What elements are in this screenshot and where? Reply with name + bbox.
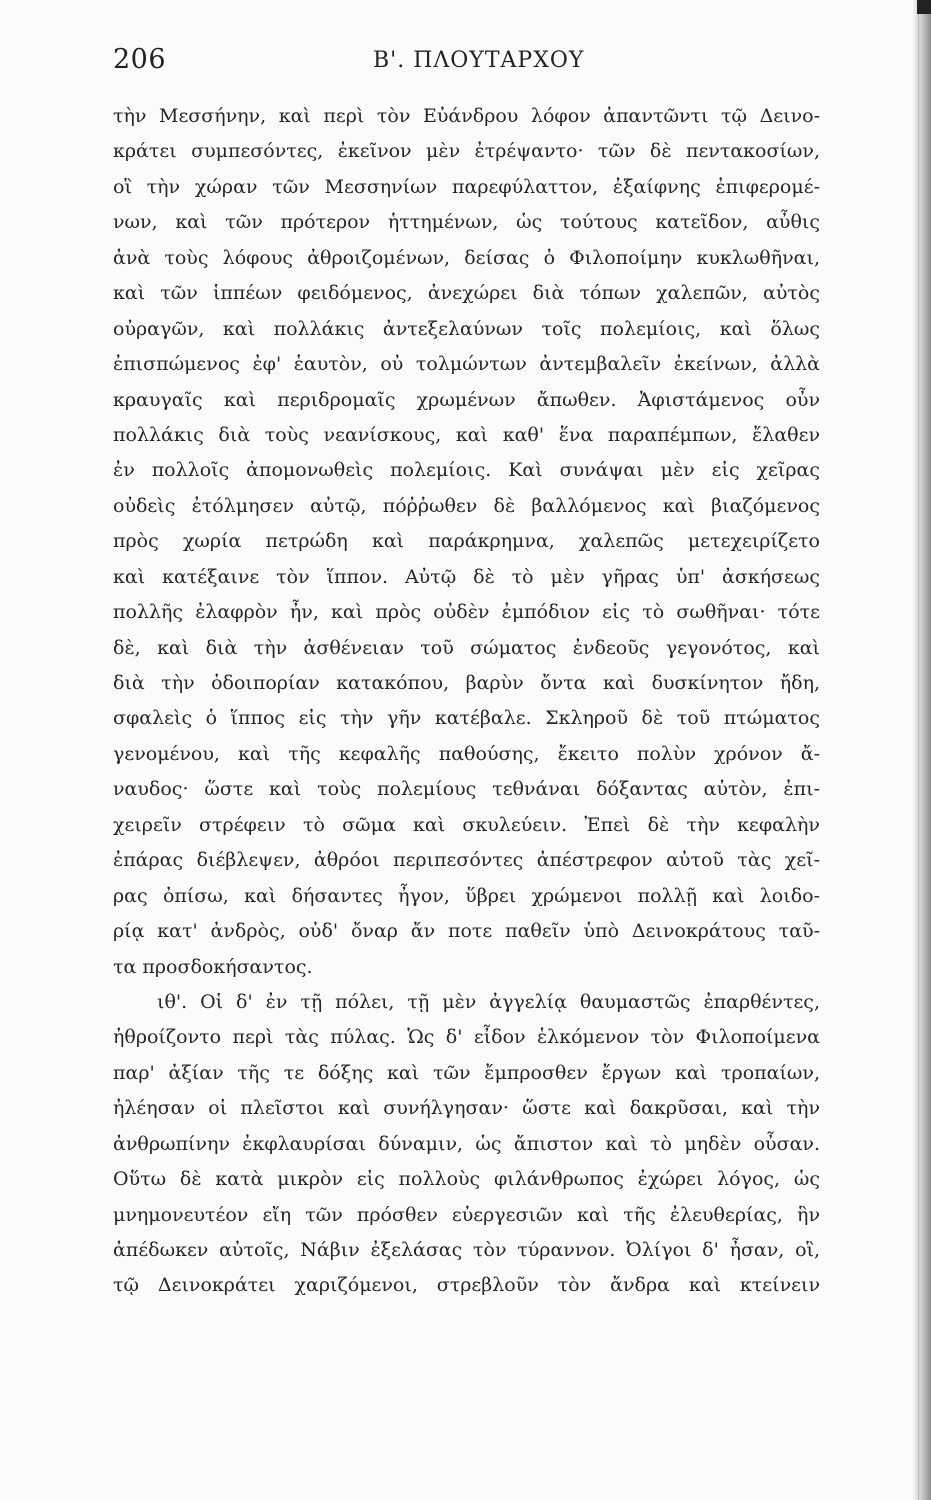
text-line: τῷ Δεινοκράτει χαριζόμενοι, στρεβλοῦν τὸν ἄνδρα καὶ κτείνειν: [113, 1274, 820, 1297]
page-edge-line: [918, 0, 919, 1500]
text-line: πρὸς χωρία πετρώδη καὶ παράκρημνα, χαλεπῶς μετεχειρίζετο: [113, 530, 820, 553]
text-line: ἠλέησαν οἱ πλεῖστοι καὶ συνήλγησαν· ὥστε καὶ δακρῦσαι, καὶ τὴν: [113, 1097, 820, 1120]
text-line: παρ' ἀξίαν τῆς τε δόξης καὶ τῶν ἔμπροσθεν ἔργων καὶ τροπαίων,: [113, 1061, 820, 1084]
body-text: [113, 99, 820, 1304]
text-line: ρίᾳ κατ' ἀνδρὸς, οὐδ' ὄναρ ἄν ποτε παθεῖν ὑπὸ Δεινοκράτους ταῦ-: [113, 920, 820, 943]
text-line: ρας ὀπίσω, καὶ δήσαντες ἦγον, ὕβρει χρώμενοι πολλῇ καὶ λοιδο-: [113, 884, 820, 907]
text-line: ναυδος· ὥστε καὶ τοὺς πολεμίους τεθνάναι δόξαντας αὐτὸν, ἐπι-: [113, 778, 820, 801]
text-line: καὶ κατέξαινε τὸν ἵππον. Αὐτῷ δὲ τὸ μὲν γῆρας ὑπ' ἀσκήσεως: [113, 565, 820, 588]
scan-corner-mark: [917, 0, 931, 14]
text-line: ἐπισπώμενος ἐφ' ἑαυτὸν, οὐ τολμώντων ἀντεμβαλεῖν ἐκείνων, ἀλλὰ: [113, 353, 820, 376]
running-head: Β'. ΠΛΟΥΤΑΡΧΟΥ: [373, 48, 585, 73]
text-line: ἀνθρωπίνην ἐκφλαυρίσαι δύναμιν, ὡς ἄπιστον καὶ τὸ μηδὲν οὖσαν.: [113, 1132, 820, 1155]
text-line: χειρεῖν στρέφειν τὸ σῶμα καὶ σκυλεύειν. Ἐπεὶ δὲ τὴν κεφαλὴν: [113, 813, 820, 836]
text-line: οἳ τὴν χώραν τῶν Μεσσηνίων παρεφύλαττον, ἐξαίφνης ἐπιφερομέ-: [113, 175, 820, 198]
text-line: μνημονευτέον εἴη τῶν πρόσθεν εὐεργεσιῶν καὶ τῆς ἐλευθερίας, ἣν: [113, 1203, 820, 1226]
text-line: κραυγαῖς καὶ περιδρομαῖς χρωμένων ἄπωθεν. Ἀφιστάμενος οὖν: [113, 388, 820, 411]
text-line: ἐν πολλοῖς ἀπομονωθεὶς πολεμίοις. Καὶ συνάψαι μὲν εἰς χεῖρας: [113, 459, 820, 482]
text-line: πολλῆς ἐλαφρὸν ἦν, καὶ πρὸς οὐδὲν ἐμπόδιον εἰς τὸ σωθῆναι· τότε: [113, 601, 820, 624]
text-line: ἐπάρας διέβλεψεν, ἀθρόοι περιπεσόντες ἀπέστρεφον αὐτοῦ τὰς χεῖ-: [113, 849, 820, 872]
text-line: πολλάκις διὰ τοὺς νεανίσκους, καὶ καθ' ἕνα παραπέμπων, ἔλαθεν: [113, 423, 820, 446]
text-line: νων, καὶ τῶν πρότερον ἡττημένων, ὡς τούτους κατεῖδον, αὖθις: [113, 211, 820, 234]
text-line: δὲ, καὶ διὰ τὴν ἀσθένειαν τοῦ σώματος ἐνδεοῦς γεγονότος, καὶ: [113, 636, 820, 659]
text-line: ἀνὰ τοὺς λόφους ἀθροιζομένων, δείσας ὁ Φιλοποίμην κυκλωθῆναι,: [113, 246, 820, 269]
section-19-first-line: ιθ'. Οἱ δ' ἐν τῇ πόλει, τῇ μὲν ἀγγελίᾳ θαυμαστῶς ἐπαρθέντες,: [157, 990, 820, 1013]
text-line: σφαλεὶς ὁ ἵππος εἰς τὴν γῆν κατέβαλε. Σκληροῦ δὲ τοῦ πτώματος: [113, 707, 820, 730]
text-line: καὶ τῶν ἱππέων φειδόμενος, ἀνεχώρει διὰ τόπων χαλεπῶν, αὐτὸς: [113, 282, 820, 305]
text-line: διὰ τὴν ὁδοιπορίαν κατακόπου, βαρὺν ὄντα καὶ δυσκίνητον ἤδη,: [113, 672, 820, 694]
text-line: Οὕτω δὲ κατὰ μικρὸν εἰς πολλοὺς φιλάνθρωπος ἐχώρει λόγος, ὡς: [113, 1168, 820, 1191]
text-line-paragraph-end: τα προσδοκήσαντος.: [113, 955, 313, 978]
text-line: ἀπέδωκεν αὐτοῖς, Νάβιν ἐξελάσας τὸν τύραννον. Ὀλίγοι δ' ἦσαν, οἳ,: [113, 1239, 820, 1261]
page-header: [113, 44, 813, 84]
page-number: 206: [113, 44, 167, 75]
text-line: οὐδεὶς ἐτόλμησεν αὐτῷ, πόῤῥωθεν δὲ βαλλόμενος καὶ βιαζόμενος: [113, 494, 820, 517]
text-line: κράτει συμπεσόντες, ἐκεῖνον μὲν ἐτρέψαντο· τῶν δὲ πεντακοσίων,: [113, 140, 820, 163]
text-line: γενομένου, καὶ τῆς κεφαλῆς παθούσης, ἔκειτο πολὺν χρόνον ἄ-: [113, 742, 820, 765]
text-line: ἠθροίζοντο περὶ τὰς πύλας. Ὡς δ' εἶδον ἑλκόμενον τὸν Φιλοποίμενα: [113, 1026, 820, 1049]
page-edge-shadow: [913, 0, 931, 1500]
text-line: οὐραγῶν, καὶ πολλάκις ἀντεξελαύνων τοῖς πολεμίοις, καὶ ὅλως: [113, 317, 820, 340]
text-line: τὴν Μεσσήνην, καὶ περὶ τὸν Εὐάνδρου λόφον ἀπαντῶντι τῷ Δεινο-: [113, 105, 820, 127]
